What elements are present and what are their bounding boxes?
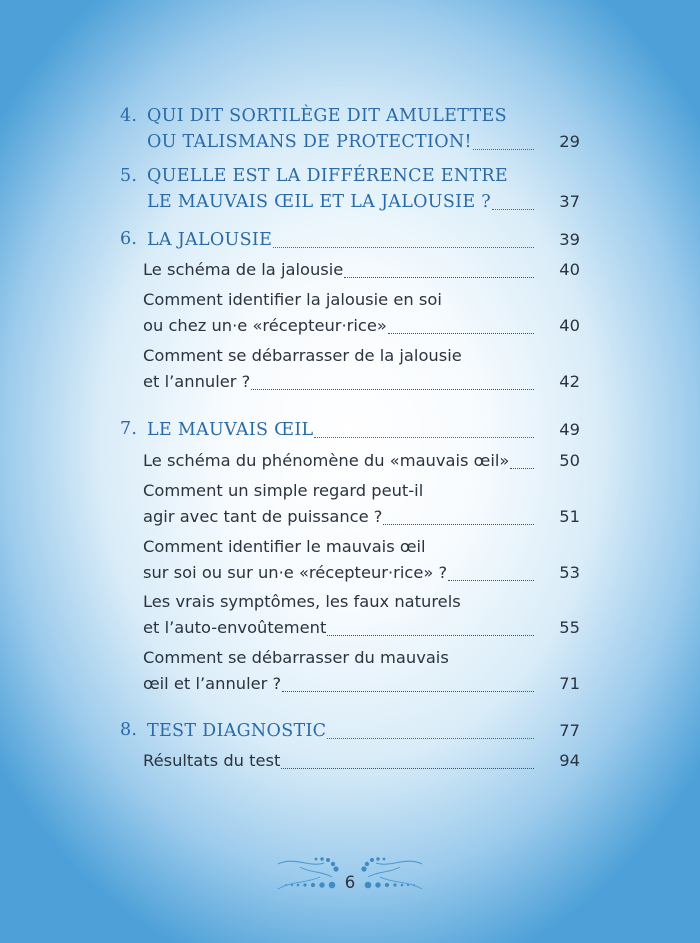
dot-leader xyxy=(448,580,534,581)
section-title-line: et l’annuler ? xyxy=(143,372,251,391)
toc-section xyxy=(143,448,580,474)
section-title-line: sur soi ou sur un·e «récepteur·rice» ? xyxy=(143,563,448,582)
chapter-title-line: LE MAUVAIS ŒIL ET LA JALOUSIE ? xyxy=(147,192,491,212)
page-ref: 29 xyxy=(559,132,580,151)
section-title-line: Comment se débarrasser de la jalousie xyxy=(143,346,462,365)
toc-chapter-7 xyxy=(120,417,580,443)
toc-section xyxy=(143,645,580,697)
section-title-line: Les vrais symptômes, les faux naturels xyxy=(143,592,461,611)
page-ref: 94 xyxy=(559,751,580,770)
page-number: 6 xyxy=(344,873,356,892)
page-ref: 53 xyxy=(559,563,580,582)
toc-section xyxy=(143,287,580,339)
page-ref: 40 xyxy=(559,316,580,335)
page-ref: 42 xyxy=(559,372,580,391)
toc-section xyxy=(143,343,580,395)
dot-leader xyxy=(344,277,534,278)
section-title-line: œil et l’annuler ? xyxy=(143,674,282,693)
section-title-line: Comment se débarrasser du mauvais xyxy=(143,648,449,667)
dot-leader xyxy=(282,691,534,692)
chapter-number: 7. xyxy=(120,419,138,439)
dot-leader xyxy=(327,635,534,636)
toc-section xyxy=(143,534,580,586)
chapter-title-line: TEST DIAGNOSTIC xyxy=(147,721,327,741)
dot-leader xyxy=(383,524,534,525)
chapter-title-line: OU TALISMANS DE PROTECTION! xyxy=(147,132,472,152)
chapter-number: 5. xyxy=(120,166,138,186)
toc-section xyxy=(143,478,580,530)
page-ref: 51 xyxy=(559,507,580,526)
chapter-number: 6. xyxy=(120,229,138,249)
page-ref: 49 xyxy=(559,420,580,439)
page-ref: 71 xyxy=(559,674,580,693)
section-title-line: ou chez un·e «récepteur·rice» xyxy=(143,316,387,335)
chapter-title-line: QUELLE EST LA DIFFÉRENCE ENTRE xyxy=(147,166,508,186)
page-ref: 55 xyxy=(559,618,580,637)
page-ref: 40 xyxy=(559,260,580,279)
toc-chapter-8 xyxy=(120,718,580,744)
chapter-number: 4. xyxy=(120,106,138,126)
page-ref: 37 xyxy=(559,192,580,211)
dot-leader xyxy=(492,209,534,210)
dot-leader xyxy=(314,437,534,438)
dot-leader xyxy=(251,389,534,390)
page-ref: 39 xyxy=(559,230,580,249)
dot-leader xyxy=(388,333,534,334)
section-title-line: Le schéma du phénomène du «mauvais œil» xyxy=(143,451,510,470)
page-ref: 77 xyxy=(559,721,580,740)
section-title-line: Comment identifier le mauvais œil xyxy=(143,537,426,556)
section-title-line: Résultats du test xyxy=(143,751,281,770)
dot-leader xyxy=(281,768,534,769)
toc-section xyxy=(143,589,580,641)
dot-leader xyxy=(273,247,534,248)
chapter-number: 8. xyxy=(120,720,138,740)
section-title-line: agir avec tant de puissance ? xyxy=(143,507,383,526)
section-title-line: Comment identifier la jalousie en soi xyxy=(143,290,442,309)
dot-leader xyxy=(473,149,534,150)
section-title-line: Le schéma de la jalousie xyxy=(143,260,344,279)
chapter-title-line: LE MAUVAIS ŒIL xyxy=(147,420,314,440)
page-ref: 50 xyxy=(559,451,580,470)
chapter-title-line: LA JALOUSIE xyxy=(147,230,273,250)
section-title-line: Comment un simple regard peut-il xyxy=(143,481,424,500)
toc-chapter-5 xyxy=(120,164,580,215)
toc-section xyxy=(143,748,580,774)
section-title-line: et l’auto-envoûtement xyxy=(143,618,327,637)
toc-section xyxy=(143,257,580,283)
dot-leader xyxy=(510,468,534,469)
chapter-title-line: QUI DIT SORTILÈGE DIT AMULETTES xyxy=(147,106,507,126)
dot-leader xyxy=(327,738,534,739)
toc-chapter-6 xyxy=(120,227,580,253)
toc-chapter-4 xyxy=(120,104,580,155)
